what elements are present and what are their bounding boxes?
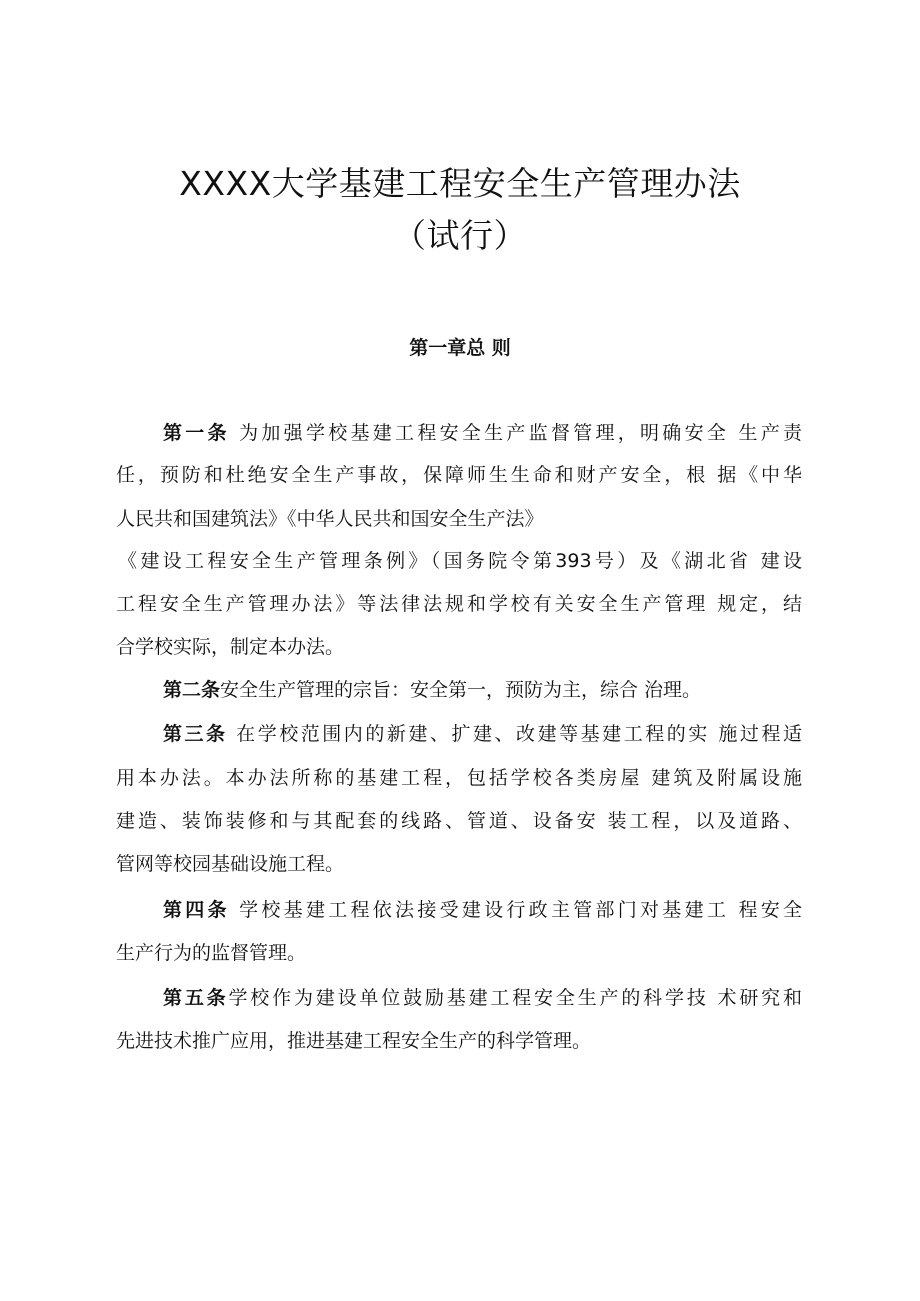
article-2-text: 安全生产管理的宗旨：安全第一，预防为主，综合 治理。 bbox=[220, 679, 702, 701]
article-1-text: 为加强学校基建工程安全生产监督管理，明确安全 生产责 bbox=[229, 422, 802, 444]
article-5-text: 学校作为建设单位鼓励基建工程安全生产的科学技 术研究和 bbox=[228, 987, 802, 1009]
chapter-heading: 第一章总 则 bbox=[409, 337, 511, 359]
article-2-label: 第二条 bbox=[163, 679, 221, 701]
article-4-line-2: 生产行为的监督管理。 bbox=[116, 942, 307, 964]
document-title: XXXX大学基建工程安全生产管理办法 bbox=[179, 164, 741, 203]
article-5-line-1 bbox=[163, 985, 802, 1011]
article-5-label: 第五条 bbox=[163, 987, 229, 1009]
article-3-label: 第三条 bbox=[163, 723, 228, 745]
article-4-label: 第四条 bbox=[163, 899, 230, 921]
document-subtitle: （试行） bbox=[393, 216, 527, 255]
article-3-line-4: 管网等校园基础设施工程。 bbox=[116, 853, 345, 875]
article-3-text: 在学校范围内的新建、扩建、改建等基建工程的实 施过程适 bbox=[227, 723, 802, 745]
article-1-line-5: 工程安全生产管理办法》等法律法规和学校有关安全生产管理 规定，结 bbox=[116, 593, 802, 615]
article-3-line-1 bbox=[163, 721, 802, 747]
article-1-line-4: 《建设工程安全生产管理条例》（国务院令第393号）及《湖北省 建设 bbox=[118, 550, 802, 572]
article-1-line-1 bbox=[163, 420, 802, 446]
article-1-label: 第一条 bbox=[163, 422, 230, 444]
article-1-line-6: 合学校实际，制定本办法。 bbox=[116, 636, 345, 658]
article-3-line-2: 用本办法。本办法所称的基建工程，包括学校各类房屋 建筑及附属设施 bbox=[116, 767, 802, 789]
article-2-line-1 bbox=[163, 677, 802, 703]
article-1-line-2: 任，预防和杜绝安全生产事故，保障师生生命和财产安全，根 据《中华 bbox=[116, 464, 802, 486]
article-4-text: 学校基建工程依法接受建设行政主管部门对基建工 程安全 bbox=[229, 899, 802, 921]
article-4-line-1 bbox=[163, 897, 802, 923]
article-5-line-2: 先进技术推广应用，推进基建工程安全生产的科学管理。 bbox=[116, 1030, 592, 1052]
article-1-line-3: 人民共和国建筑法》《中华人民共和国安全生产法》 bbox=[116, 508, 544, 530]
article-3-line-3: 建造、装饰装修和与其配套的线路、管道、设备安 装工程，以及道路、 bbox=[116, 810, 802, 832]
